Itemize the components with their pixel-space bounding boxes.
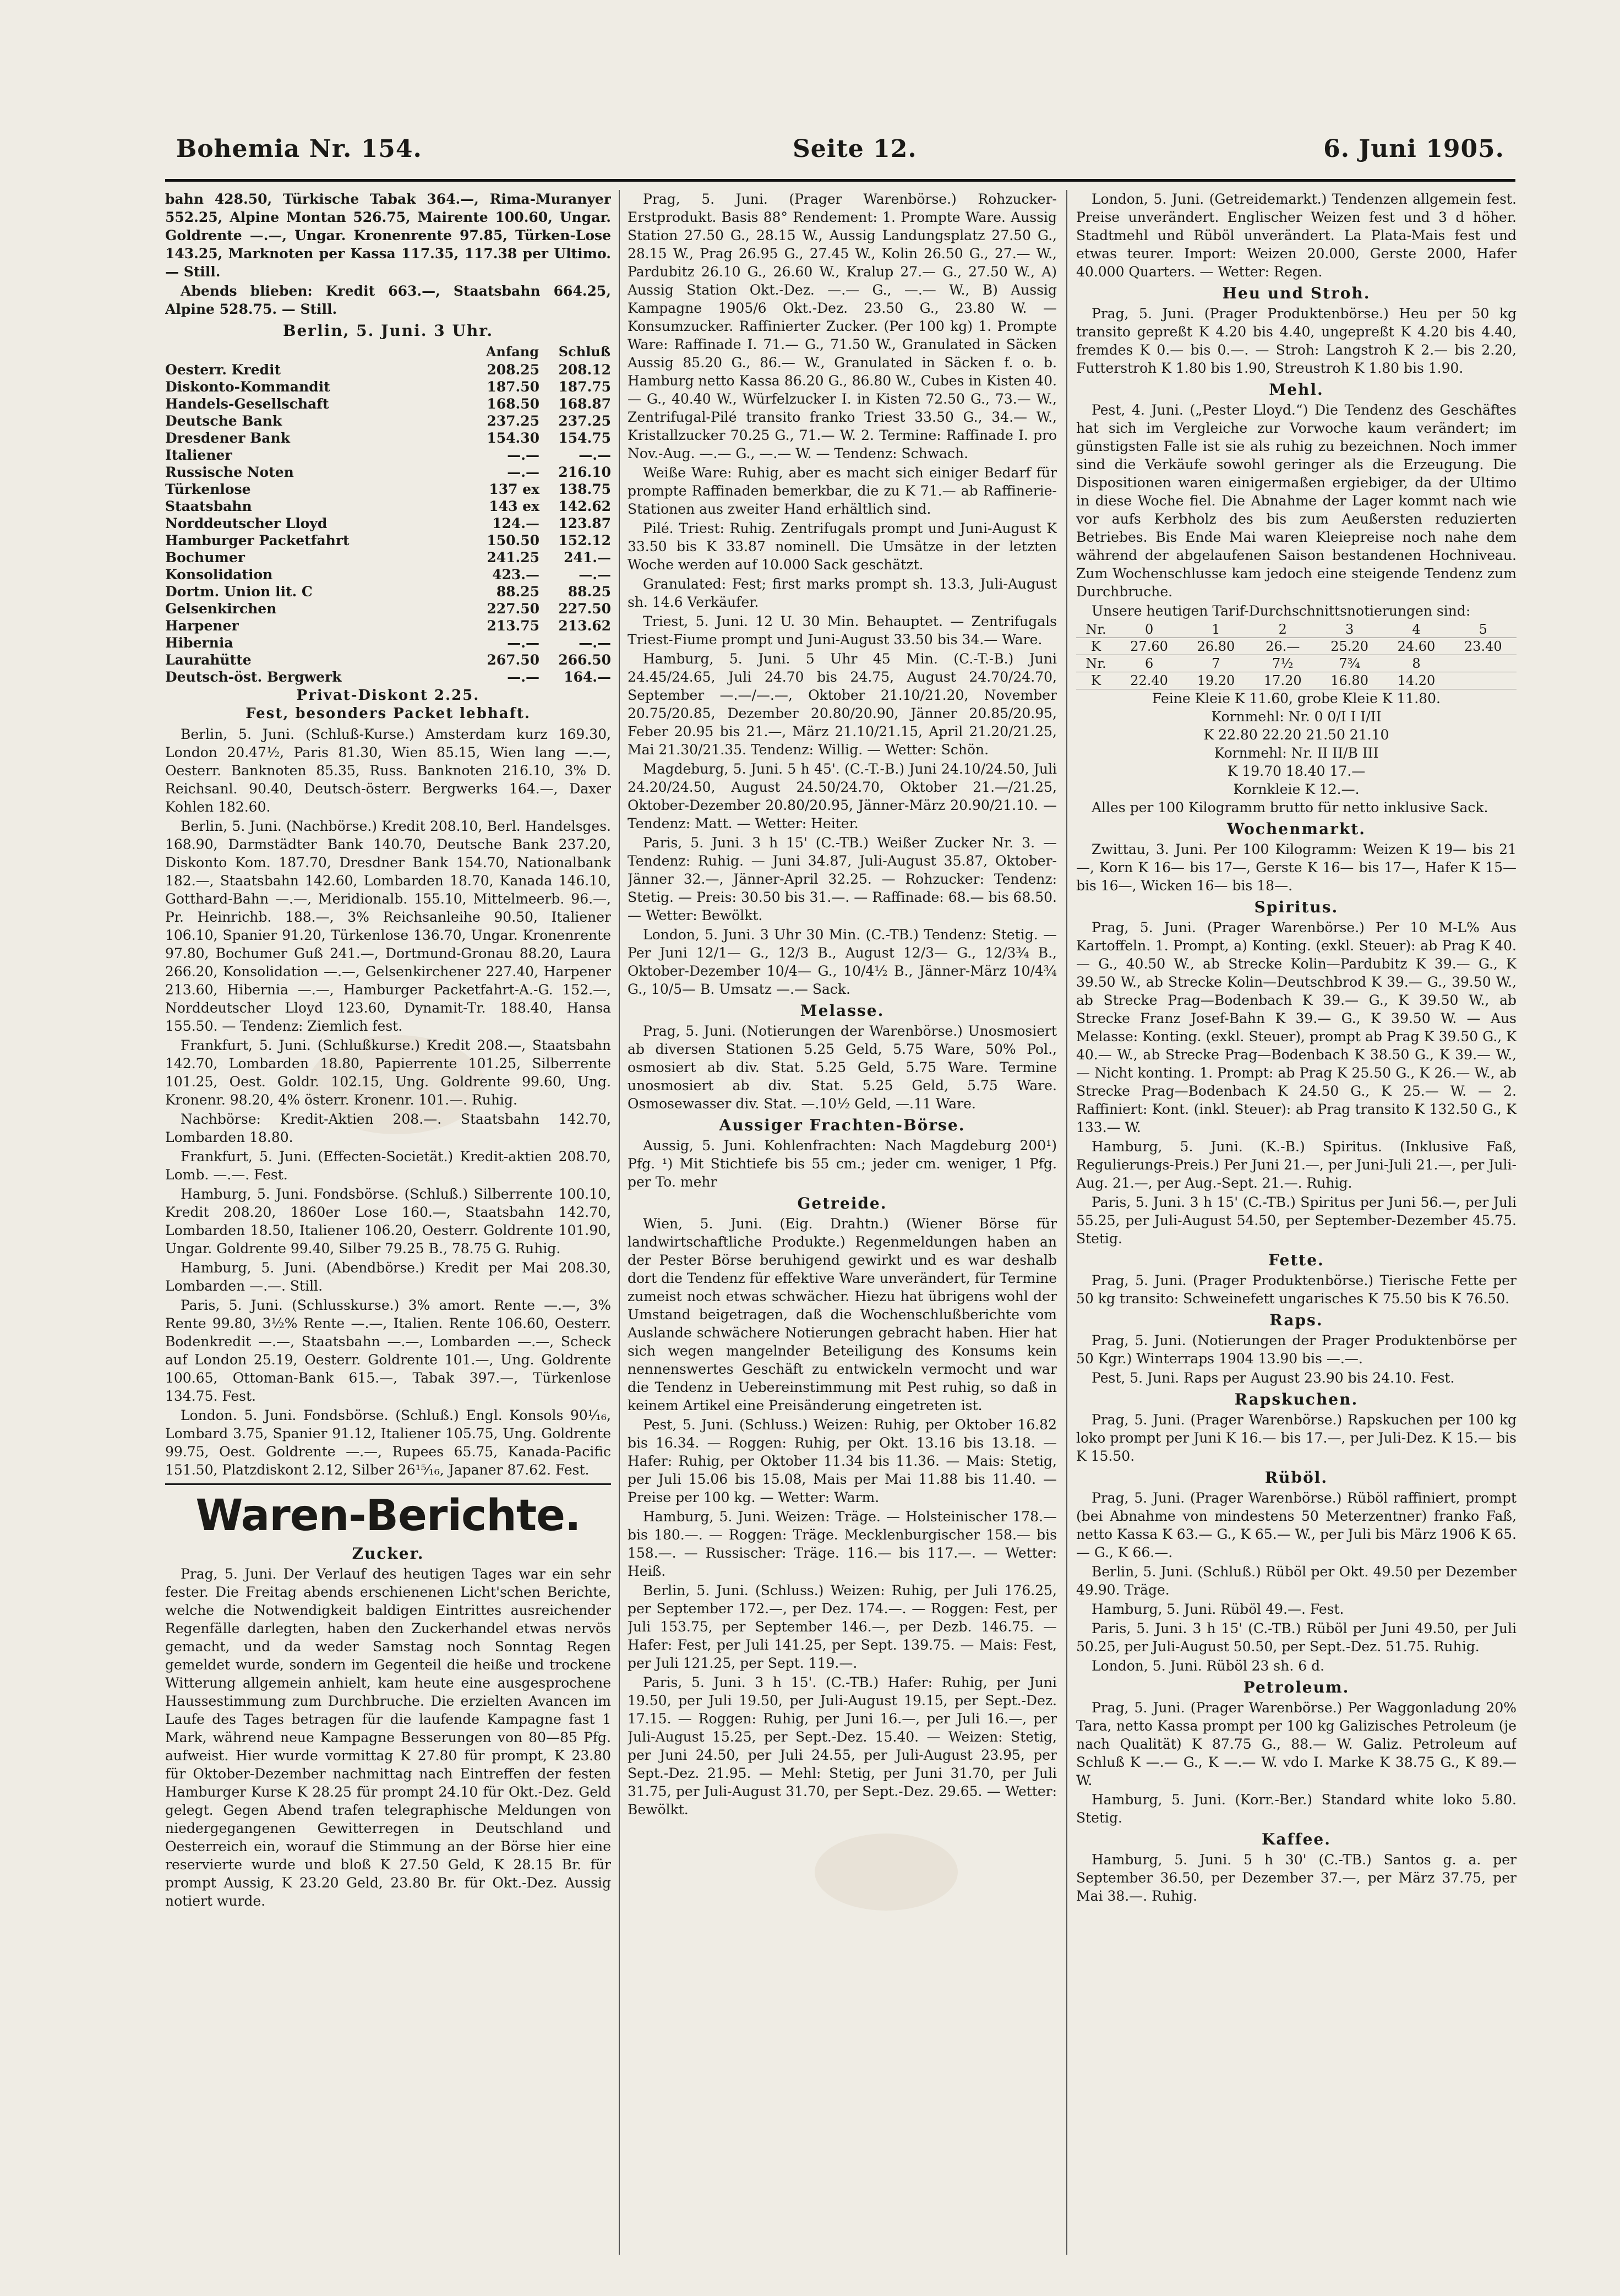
mehl-cell: 7¾	[1316, 655, 1383, 672]
report-paragraph: Hamburg, 5. Juni. (K.-B.) Spiritus. (Inklusive Faß, Regulierungs-Preis.) Per Juni 21.—, per Juni-Juli 21.—, per Juli-Aug. 21.—, per Aug.-Sept. 21.—. Ruhig.	[1076, 1139, 1517, 1191]
mehl-cell: 27.60	[1116, 638, 1182, 655]
stock-row	[165, 464, 611, 481]
mehl-line: Kornmehl: Nr. II II/B III	[1214, 745, 1379, 761]
stock-price: 152.12	[558, 532, 611, 548]
stock-price: 88.25	[568, 584, 611, 600]
report-paragraph: Berlin, 5. Juni. (Nachbörse.) Kredit 208.10, Berl. Handelsges. 168.90, Darmstädter Bank 140.70, Deutsche Bank 237.20, Diskonto Kom. 187.70, Dresdner Bank 154.70, Nationalbank 182.—, Staatsbahn 142.60, Lombarden 18.70, Kanada 146.10, Gotthard-Bahn —.—, Meridionalb. 155.10, Mittelmeerb. 96.—, Pr. Heinrichb. 188.—, 3% Reichsanleihe 90.50, Italiener 106.10, Spanier 91.20, Türkenlose 136.70, Ungar. Kronenrente 97.80, Bochumer Guß 241.—, Dortmund-Gronau 88.20, Laura 266.20, Konsolidation —.—, Gelsenkirchener 227.40, Harpener 213.60, Hibernia —.—, Hamburger Packetfahrt-A.-G. 152.—, Norddeutscher Lloyd 123.60, Dynamit-Tr. 188.40, Hansa 155.50. — Tendenz: Ziemlich fest.	[165, 818, 611, 1034]
stock-price: 124.—	[492, 515, 539, 531]
report-paragraph: Prag, 5. Juni. (Prager Warenbörse.) Rohzucker-Erstprodukt. Basis 88° Rendement: 1. Prompte Ware. Aussig Station 27.50 G., 28.15 W., Aussig Landungsplatz 27.50 G., 28.15 W., Prag 26.95 G., 27.45 W., Kolin 26.50 G., 27.— W., Pardubitz 26.10 G., 26.60 W., Kralup 27.— G., 27.50 W., A) Aussig Station Okt.-Dez. —.— G., —.— W., B) Aussig Kampagne 1905/6 Okt.-Dez. 23.50 G., 23.80 W. — Konsumzucker. Raffinierter Zucker. (Per 100 kg) 1. Prompte Ware: Raffinade I. 71.— G., 71.50 W., Granulated in Säcken Aussig 85.20 G., 86.— W., Granulated in Säcken f. o. b. Hamburg netto Kassa 86.20 G., 86.80 W., Cubes in Kisten 40.— G., 40.40 W., Würfelzucker I. in Kisten 72.50 G., 73.— W., Zentrifugal-Pilé transito franko Triest 33.50 G., 34.— W., Kristallzucker 70.25 G., 71.— W. 2. Termine: Raffinade I. pro Nov.-Aug. —.— G., —.— W. — Tendenz: Schwach.	[628, 191, 1057, 461]
mehl-cell: K	[1076, 672, 1116, 689]
stock-name: Dortm. Union lit. C	[165, 584, 313, 600]
mehl-cell: 16.80	[1316, 672, 1383, 689]
fette-report: Prag, 5. Juni. (Prager Produktenbörse.) Tierische Fette per 50 kg transito: Schweinefett ungarisches K 75.50 bis K 76.50.	[1076, 1272, 1517, 1307]
report-paragraph: Pest, 5. Juni. Raps per August 23.90 bis 24.10. Fest.	[1092, 1370, 1455, 1386]
report-paragraph: Wien, 5. Juni. (Eig. Drahtn.) (Wiener Börse für landwirtschaftliche Produkte.) Regenmeldungen haben an der Pester Börse beruhigend gewirkt und es war deshalb dort die Tendenz für effektive Ware unverändert, für Termine zumeist noch etwas schwächer. Hiezu hat übrigens wohl der Umstand beigetragen, daß die Wochenschlußberichte vom Auslande schwächere Notierungen gebracht haben. Hier hat sich wegen mangelnder Beteiligung des Konsums kein nennenswertes Geschäft zu entwickeln vermocht und war die Tendenz in Uebereinstimmung mit Pest ruhig, so daß in keinem Artikel eine Preisänderung eingetreten ist.	[628, 1216, 1057, 1413]
stock-name: Hamburger Packetfahrt	[165, 532, 350, 548]
report-paragraph: Pest, 5. Juni. (Schluss.) Weizen: Ruhig, per Oktober 16.82 bis 16.34. — Roggen: Ruhig, per Okt. 13.16 bis 13.18. — Hafer: Ruhig, per Oktober 11.34 bis 11.36. — Mais: Stetig, per Juli 15.06 bis 15.08, Mais per Mai 11.88 bis 11.40. — Preise per 100 kg. — Wetter: Warm.	[628, 1417, 1057, 1505]
column-3	[1076, 190, 1517, 2255]
rueboel-reports	[1076, 1489, 1517, 1675]
report-paragraph: Weiße Ware: Ruhig, aber es macht sich einiger Bedarf für prompte Raffinaden bemerkbar, die zu K 71.— ab Raffinerie-Stationen aus zweiter Hand erhältlich sind.	[628, 465, 1057, 517]
mehl-cell: Nr.	[1076, 621, 1116, 638]
mehl-row	[1076, 672, 1517, 689]
stock-row	[165, 361, 611, 378]
stock-price: 168.50	[487, 396, 539, 412]
report-paragraph: Hamburg, 5. Juni. Weizen: Träge. — Holsteinischer 178.— bis 180.—. — Roggen: Träge. Mecklenburgischer 158.— bis 158.—. — Russischer: Träge. 116.— bis 117.—. — Wetter: Heiß.	[628, 1509, 1057, 1579]
mehl-cell: 5	[1450, 621, 1517, 638]
frachten-heading: Aussiger Frachten-Börse.	[719, 1116, 966, 1134]
stock-row	[165, 566, 611, 583]
stock-price: —.—	[579, 567, 611, 583]
stock-price: 241.—	[564, 549, 611, 565]
report-paragraph: Prag, 5. Juni. (Prager Warenbörse.) Rüböl raffiniert, prompt (bei Abnahme von mindestens 50 Meterzentner) franko Faß, netto Kassa K 63.— G., K 65.— W., per Juli bis März 1906 K 65.— G., K 66.—.	[1076, 1490, 1517, 1560]
getreide-heading: Getreide.	[797, 1194, 887, 1212]
report-paragraph: Paris, 5. Juni. (Schlusskurse.) 3% amort. Rente —.—, 3% Rente 99.80, 3½% Rente —.—, Italien. Rente 106.60, Oesterr. Bodenkredit —.—, Staatsbahn —.—, Lombarden —.—, Scheck auf London 25.19, Oesterr. Goldrente 101.—, Ung. Goldrente 100.65, Ottoman-Bank 615.—, Tabak 397.—, Türkenlose 134.75. Fest.	[165, 1297, 611, 1404]
mehl-cell: 22.40	[1116, 672, 1182, 689]
rapskuchen-report: Prag, 5. Juni. (Prager Warenbörse.) Rapskuchen per 100 kg loko prompt per Juni K 16.— bis 17.—, per Juli-Dez. K 15.— bis K 15.50.	[1076, 1412, 1517, 1464]
stock-row	[165, 395, 611, 412]
column-header: Schluß	[558, 344, 610, 360]
mehl-cell: 14.20	[1383, 672, 1449, 689]
mehl-row	[1076, 655, 1517, 672]
rueboel-heading: Rüböl.	[1264, 1468, 1328, 1487]
stock-name: Deutsche Bank	[165, 413, 282, 429]
report-paragraph: London. 5. Juni. Fondsbörse. (Schluß.) Engl. Konsols 90⅟₁₆, Lombard 3.75, Spanier 91.12, Italiener 105.75, Ung. Goldrente 99.75, Oest. Goldrente —.—, Rupees 65.75, Kanada-Pacific 151.50, Platzdiskont 2.12, Silber 26¹⁵⁄₁₆, Japaner 87.62. Fest.	[165, 1407, 611, 1478]
mehl-line: K 19.70 18.40 17.—	[1227, 763, 1366, 779]
stock-price: 423.—	[492, 567, 539, 583]
mehl-heading: Mehl.	[1269, 380, 1324, 399]
zucker-reports	[628, 190, 1057, 998]
stock-price: 213.62	[558, 618, 611, 634]
page-number: Seite 12.	[793, 135, 917, 163]
header-rule	[165, 179, 1515, 182]
mehl-line: Feine Kleie K 11.60, grobe Kleie K 11.80.	[1152, 690, 1441, 706]
stock-price: 168.87	[558, 396, 611, 412]
stock-name: Deutsch-öst. Bergwerk	[165, 669, 342, 685]
report-paragraph: London, 5. Juni. Rüböl 23 sh. 6 d.	[1092, 1658, 1325, 1674]
mehl-cell: 19.20	[1182, 672, 1249, 689]
stock-price: 187.50	[487, 379, 539, 395]
report-paragraph: Hamburg, 5. Juni. (Korr.-Ber.) Standard white loko 5.80. Stetig.	[1076, 1792, 1517, 1826]
mehl-cell	[1450, 672, 1517, 689]
mehl-cell: 4	[1383, 621, 1449, 638]
masthead-issue: Bohemia Nr. 154.	[176, 135, 422, 163]
stock-name: Norddeutscher Lloyd	[165, 515, 328, 531]
stock-price: 237.25	[558, 413, 611, 429]
report-paragraph: Hamburg, 5. Juni. Rüböl 49.—. Fest.	[1092, 1601, 1344, 1617]
report-paragraph: Granulated: Fest; first marks prompt sh. 13.3, Juli-August sh. 14.6 Verkäufer.	[628, 576, 1057, 610]
stock-name: Russische Noten	[165, 464, 294, 480]
stock-price: 137 ex	[489, 481, 539, 497]
stock-price: 150.50	[487, 532, 539, 548]
stock-row	[165, 515, 611, 532]
stock-price: 227.50	[487, 601, 539, 617]
stock-price: 216.10	[558, 464, 611, 480]
melasse-report: Prag, 5. Juni. (Notierungen der Warenbörse.) Unosmosiert ab diversen Stationen 5.25 Geld, 5.75 Ware, 50% Pol., osmosiert ab div. Stat. 5.25 Geld, 5.75 Ware. Termine unosmosiert ab div. Stat. 5.25 Geld, 5.75 Ware. Osmosewasser div. Stat. —.10½ Geld, —.11 Ware.	[628, 1023, 1057, 1112]
mehl-lines	[1076, 689, 1517, 817]
waren-berichte-title: Waren-Berichte.	[195, 1491, 581, 1541]
mehl-cell: K	[1076, 638, 1116, 655]
wochenmarkt-heading: Wochenmarkt.	[1226, 820, 1366, 838]
stock-price: 154.30	[487, 430, 539, 446]
stock-row	[165, 498, 611, 515]
stock-price: 164.—	[564, 669, 611, 685]
stock-price: —.—	[507, 447, 539, 463]
stock-row	[165, 412, 611, 429]
mehl-cell: 17.20	[1250, 672, 1316, 689]
stock-price: 143 ex	[489, 498, 539, 514]
column-divider	[1066, 190, 1067, 2255]
stock-price: 208.25	[487, 362, 539, 378]
report-paragraph: Prag, 5. Juni. (Prager Warenbörse.) Per 10 M-L% Aus Kartoffeln. 1. Prompt, a) Konting. (exkl. Steuer): ab Prag K 40.— G., 40.50 W., ab Strecke Kolin—Pardubitz K 39.— G., K 39.50 W., ab Strecke Kolin—Deutschbrod K 39.— G., 39.50 W., ab Strecke Prag—Bodenbach K 39.— G., K 39.50 W., ab Strecke Franz Josef-Bahn K 39.— G., K 39.50 W. — Aus Melasse: Konting. (exkl. Steuer), prompt ab Prag K 39.50 G., K 40.— W., ab Strecke Prag—Bodenbach K 38.50 G., K 39.— W., — Nicht konting. 1. Prompt: ab Prag K 25.50 G., K 26.— W., ab Strecke Prag—Bodenbach K 24.50 G., K 25.— W. — 2. Raffiniert: Kont. (inkl. Steuer): ab Prag transito K 132.50 G., K 133.— W.	[1076, 920, 1517, 1135]
kaffee-heading: Kaffee.	[1262, 1830, 1331, 1848]
spiritus-reports	[1076, 918, 1517, 1248]
heu-report: Prag, 5. Juni. (Prager Produktenbörse.) Heu per 50 kg transito gepreßt K 4.20 bis 4.40, ungepreßt K 4.20 bis 4.40, fremdes K 0.— bis 0.—. — Stroh: Langstroh K 2.— bis 2.20, Futterstroh K 1.80 bis 1.90, Streustroh K 1.80 bis 1.90.	[1076, 306, 1517, 376]
raps-reports	[1076, 1331, 1517, 1387]
mehl-row	[1076, 621, 1517, 638]
kaffee-report: Hamburg, 5. Juni. 5 h 30' (C.-TB.) Santos g. a. per September 36.50, per Dezember 37.—, per März 37.75, per Mai 38.—. Ruhig.	[1076, 1852, 1517, 1904]
section-rule	[165, 1483, 611, 1485]
zucker-heading: Zucker.	[352, 1544, 424, 1563]
stock-price: 241.25	[487, 549, 539, 565]
stock-table	[165, 342, 611, 685]
getreide-reports	[628, 1215, 1057, 1819]
stock-name: Türkenlose	[165, 481, 251, 497]
mehl-cell: 7½	[1250, 655, 1316, 672]
mehl-cell: 25.20	[1316, 638, 1383, 655]
stock-name: Diskonto-Kommandit	[165, 379, 330, 395]
column-2	[628, 190, 1057, 2255]
mehl-row	[1076, 638, 1517, 655]
report-paragraph: Frankfurt, 5. Juni. (Effecten-Societät.) Kredit-aktien 208.70, Lomb. —.—. Fest.	[165, 1149, 611, 1183]
stock-price: 88.25	[496, 584, 539, 600]
stock-table-header	[165, 342, 611, 361]
stock-name: Hibernia	[165, 635, 233, 651]
stock-row	[165, 378, 611, 395]
stock-price: —.—	[507, 635, 539, 651]
report-paragraph: Hamburg, 5. Juni. Fondsbörse. (Schluß.) Silberrente 100.10, Kredit 208.20, 1860er Lose 160.—, Staatsbahn 142.70, Lombarden 18.50, Italiener 106.20, Oesterr. Goldrente 101.90, Ungar. Goldrente 99.40, Silber 79.25 B., 78.75 G. Ruhig.	[165, 1186, 611, 1256]
stock-price: —.—	[579, 447, 611, 463]
stock-row	[165, 447, 611, 464]
zucker-report: Prag, 5. Juni. Der Verlauf des heutigen Tages war ein sehr fester. Die Freitag abends erschienenen Licht'schen Berichte, welche die Notwendigkeit baldigen Eintrittes ausreichender Regenfälle darlegten, haben den Zuckerhandel etwas nervös gemacht, und da weder Samstag noch Sonntag Regen gemeldet wurde, sondern im Gegenteil die heiße und trockene Witterung allgemein anhielt, kam heute eine ausgesprochene Haussestimmung zum Durchbruche. Die erzielten Avancen im Laufe des Tages betragen für die laufende Kampagne fast 1 Mark, während neue Kampagne Besserungen von 80—85 Pfg. aufweist. Hier wurde vormittag K 27.80 für prompt, K 23.80 für Oktober-Dezember nachmittag nach Eintreffen der festen Hamburger Kurse K 28.25 für prompt 24.10 für Okt.-Dez. Geld gelegt. Gegen Abend trafen telegraphische Meldungen von niedergegangenen Gewitterregen in Deutschland und Oesterreich ein, worauf die Stimmung an der Börse hier eine reservierte wurde und bloß K 27.50 Geld, K 28.15 Br. für prompt Aussig, K 23.20 Geld, 23.80 Br. für Okt.-Dez. Aussig notiert wurde.	[165, 1566, 611, 1909]
mehl-cell: 24.60	[1383, 638, 1449, 655]
stock-row	[165, 668, 611, 685]
exchange-reports	[165, 725, 611, 1479]
report-paragraph: Magdeburg, 5. Juni. 5 h 45'. (C.-T.-B.) Juni 24.10/24.50, Juli 24.20/24.50, August 24.50/24.70, Oktober 21.—/21.25, Oktober-Dezember 20.80/20.95, Jänner-März 20.90/21.10. — Tendenz: Matt. — Wetter: Heiter.	[628, 761, 1057, 831]
mehl-cell: 8	[1383, 655, 1449, 672]
mehl-cell: 3	[1316, 621, 1383, 638]
stock-price: 208.12	[558, 362, 611, 378]
stock-row	[165, 532, 611, 549]
stock-name: Laurahütte	[165, 652, 252, 668]
stock-row	[165, 549, 611, 566]
report-paragraph: Hamburg, 5. Juni. 5 Uhr 45 Min. (C.-T.-B.) Juni 24.45/24.65, Juli 24.70 bis 24.75, August 24.70/24.70, September —.—/—.—, Oktober 21.10/21.20, November 20.75/20.85, Dezember 20.80/20.90, Jänner 20.85/20.95, Feber 20.95 bis 21.—, März 21.10/21.15, April 21.20/21.25, Mai 21.30/21.35. Tendenz: Willig. — Wetter: Schön.	[628, 651, 1057, 758]
column-1	[165, 190, 611, 2255]
stock-row	[165, 481, 611, 498]
report-paragraph: Berlin, 5. Juni. (Schluß-Kurse.) Amsterdam kurz 169.30, London 20.47½, Paris 81.30, Wien 85.15, Wien lang —.—, Oesterr. Banknoten 85.35, Russ. Banknoten 216.10, 3% D. Reichsanl. 90.40, Deutsch-österr. Bergwerks 164.—, Daxer Kohlen 182.60.	[165, 726, 611, 815]
stock-price: 267.50	[487, 652, 539, 668]
stock-price: 213.75	[487, 618, 539, 634]
mehl-line: K 22.80 22.20 21.50 21.10	[1203, 727, 1389, 743]
report-paragraph: Paris, 5. Juni. 3 h 15' (C.-TB.) Spiritus per Juni 56.—, per Juli 55.25, per Juli-August 54.50, per September-Dezember 45.75. Stetig.	[1076, 1194, 1517, 1247]
stock-price: 227.50	[558, 601, 611, 617]
mehl-cell: 1	[1182, 621, 1249, 638]
stock-name: Handels-Gesellschaft	[165, 396, 329, 412]
mehl-line: Alles per 100 Kilogramm brutto für netto inklusive Sack.	[1092, 799, 1488, 815]
mehl-cell	[1450, 655, 1517, 672]
stock-name: Staatsbahn	[165, 498, 252, 514]
issue-date: 6. Juni 1905.	[1323, 135, 1504, 163]
mehl-cell: 0	[1116, 621, 1182, 638]
mehl-cell: 23.40	[1450, 638, 1517, 655]
mehl-cell: 26.80	[1182, 638, 1249, 655]
berlin-heading: Berlin, 5. Juni. 3 Uhr.	[282, 322, 494, 340]
report-paragraph: Berlin, 5. Juni. (Schluß.) Rüböl per Okt. 49.50 per Dezember 49.90. Träge.	[1076, 1564, 1517, 1598]
report-paragraph: Prag, 5. Juni. (Notierungen der Prager Produktenbörse per 50 Kgr.) Winterraps 1904 13.90 bis —.—.	[1076, 1332, 1517, 1367]
report-paragraph: Hamburg, 5. Juni. (Abendbörse.) Kredit per Mai 208.30, Lombarden —.—. Still.	[165, 1260, 611, 1294]
stock-price: 187.75	[558, 379, 611, 395]
report-paragraph: Triest, 5. Juni. 12 U. 30 Min. Behauptet. — Zentrifugals Triest-Fiume prompt und Juni-August 33.50 bis 34.— Ware.	[628, 613, 1057, 648]
stock-name: Harpener	[165, 618, 239, 634]
mehl-intro: Unsere heutigen Tarif-Durchschnittsnotierungen sind:	[1092, 603, 1471, 619]
spiritus-heading: Spiritus.	[1254, 898, 1339, 916]
mehl-cell: 26.—	[1250, 638, 1316, 655]
column-divider	[619, 190, 620, 2255]
mehl-report: Pest, 4. Juni. („Pester Lloyd.“) Die Tendenz des Geschäftes hat sich im Vergleiche zur Vorwoche kaum verändert; im günstigsten Falle ist sie als ruhig zu bezeichnen. Noch immer sind die Verkäufe sowohl geringer als die Erzeugung. Die Dispositionen waren einigermaßen ergiebiger, da der Ultimo in diese Woche fiel. Die Abnahme der Lager kommt nach wie vor aufs Kerbholz des bis zum Aeußersten reduzierten Betriebes. Bis Ende Mai waren Kleiepreise noch nahe dem während der abgelaufenen Saison bestandenen Hochniveau. Zum Wochenschlusse kam jedoch eine steigende Tendenz zum Durchbruche.	[1076, 402, 1517, 600]
mehl-cell: Nr.	[1076, 655, 1116, 672]
heu-heading: Heu und Stroh.	[1222, 284, 1371, 302]
stock-row	[165, 651, 611, 668]
stock-price: 154.75	[558, 430, 611, 446]
market-tendency: Fest, besonders Packet lebhaft.	[246, 705, 531, 722]
report-paragraph: Berlin, 5. Juni. (Schluss.) Weizen: Ruhig, per Juli 176.25, per September 172.—, per Dez. 174.—. — Roggen: Fest, per Juli 153.75, per September 146.—, per Dezb. 146.75. — Hafer: Fest, per Juli 141.25, per Sept. 139.75. — Mais: Fest, per Juli 121.25, per Sept. 119.—.	[628, 1582, 1057, 1671]
stock-name: Bochumer	[165, 549, 245, 565]
mehl-cell: 6	[1116, 655, 1182, 672]
report-paragraph: Paris, 5. Juni. 3 h 15' (C.-TB.) Rüböl per Juni 49.50, per Juli 50.25, per Juli-August 50.50, per Sept.-Dez. 51.75. Ruhig.	[1076, 1620, 1517, 1655]
mehl-price-table	[1076, 621, 1517, 689]
report-paragraph: Paris, 5. Juni. 3 h 15'. (C.-TB.) Hafer: Ruhig, per Juni 19.50, per Juli 19.50, per Juli-August 19.15, per Sept.-Dez. 17.15. — Roggen: Ruhig, per Juni 16.—, per Juli 16.—, per Juli-August 15.25, per Sept.-Dez. 15.40. — Weizen: Stetig, per Juni 24.50, per Juli 24.55, per Juli-August 23.95, per Sept.-Dez. 21.95. — Mehl: Stetig, per Juni 31.70, per Juli 31.75, per Juli-August 31.70, per Sept.-Dez. 29.65. — Wetter: Bewölkt.	[628, 1674, 1057, 1818]
fette-heading: Fette.	[1268, 1251, 1324, 1269]
melasse-heading: Melasse.	[800, 1002, 885, 1020]
stock-row	[165, 583, 611, 600]
stock-name: Oesterr. Kredit	[165, 362, 281, 378]
stock-row	[165, 600, 611, 617]
stock-name: Konsolidation	[165, 567, 273, 583]
stock-price: —.—	[507, 669, 539, 685]
wochenmarkt-report: Zwittau, 3. Juni. Per 100 Kilogramm: Weizen K 19— bis 21—, Korn K 16— bis 17—, Gerste K 16— bis 17—, Hafer K 15— bis 16—, Wicken 16— bis 18—.	[1076, 841, 1517, 894]
intro-paragraph: Abends blieben: Kredit 663.—, Staatsbahn 664.25, Alpine 528.75. — Still.	[165, 283, 611, 317]
stock-price: 266.50	[558, 652, 611, 668]
frachten-report: Aussig, 5. Juni. Kohlenfrachten: Nach Magdeburg 200¹) Pfg. ¹) Mit Stichtiefe bis 55 cm.; jeder cm. weniger, 1 Pfg. per To. mehr	[628, 1138, 1057, 1190]
report-paragraph: London, 5. Juni. 3 Uhr 30 Min. (C.-TB.) Tendenz: Stetig. — Per Juni 12/1— G., 12/3 B., August 12/3— G., 12/3¾ B., Oktober-Dezember 10/4— G., 10/4½ B., Jänner-März 10/4¾ G., 10/5— B. Umsatz —.— Sack.	[628, 927, 1057, 997]
london-grain-report: London, 5. Juni. (Getreidemarkt.) Tendenzen allgemein fest. Preise unverändert. Englischer Weizen fest und 3 d höher. Stadtmehl und Rüböl unverändert. La Plata-Mais fest und etwas teurer. Import: Weizen 20.000, Gerste 2000, Hafer 40.000 Quarters. — Wetter: Regen.	[1076, 191, 1517, 280]
stock-row	[165, 634, 611, 651]
mehl-cell: 2	[1250, 621, 1316, 638]
report-paragraph: Paris, 5. Juni. 3 h 15' (C.-TB.) Weißer Zucker Nr. 3. — Tendenz: Ruhig. — Juni 34.87, Juli-August 35.87, Oktober-Jänner 32.—, Jänner-April 32.25. — Rohzucker: Tendenz: Stetig. — Preis: 30.50 bis 31.—. — Raffinade: 68.— bis 68.50. — Wetter: Bewölkt.	[628, 835, 1057, 923]
stock-price: —.—	[507, 464, 539, 480]
page-header	[176, 135, 1504, 173]
petroleum-heading: Petroleum.	[1243, 1678, 1350, 1696]
stock-price: 237.25	[487, 413, 539, 429]
column-header: Anfang	[486, 344, 539, 360]
stock-price: 142.62	[558, 498, 611, 514]
privat-diskont: Privat-Diskont 2.25.	[296, 687, 480, 704]
report-paragraph: Nachbörse: Kredit-Aktien 208.—. Staatsbahn 142.70, Lombarden 18.80.	[165, 1111, 611, 1145]
stock-price: —.—	[579, 635, 611, 651]
stock-price: 123.87	[558, 515, 611, 531]
report-paragraph: Pilé. Triest: Ruhig. Zentrifugals prompt und Juni-August K 33.50 bis K 33.87 nominell. Die Umsätze in der letzten Woche werden auf 10.000 Sack geschätzt.	[628, 520, 1057, 573]
raps-heading: Raps.	[1269, 1311, 1323, 1329]
report-paragraph: Prag, 5. Juni. (Prager Warenbörse.) Per Waggonladung 20% Tara, netto Kassa prompt per 100 kg Galizisches Petroleum (je nach Qualität) K 87.75 G., 88.— W. Galiz. Petroleum auf Schluß K —.— G., K —.— W. vdo I. Marke K 38.75 G., K 89.— W.	[1076, 1700, 1517, 1788]
stock-row	[165, 429, 611, 447]
mehl-line: Kornmehl: Nr. 0 0/I I I/II	[1211, 709, 1382, 725]
mehl-line: Kornkleie K 12.—.	[1233, 781, 1360, 797]
intro-paragraph: bahn 428.50, Türkische Tabak 364.—, Rima-Muranyer 552.25, Alpine Montan 526.75, Mairente 100.60, Ungar. Goldrente —.—, Ungar. Kronenrente 97.85, Türken-Lose 143.25, Marknoten per Kassa 117.35, 117.38 per Ultimo. — Still.	[165, 191, 611, 280]
stock-name: Gelsenkirchen	[165, 601, 277, 617]
stock-price: 138.75	[558, 481, 611, 497]
stock-row	[165, 617, 611, 634]
stock-name: Italiener	[165, 447, 232, 463]
stock-name: Dresdener Bank	[165, 430, 291, 446]
petroleum-reports	[1076, 1699, 1517, 1827]
mehl-cell: 7	[1182, 655, 1249, 672]
rapskuchen-heading: Rapskuchen.	[1234, 1390, 1359, 1408]
report-paragraph: Frankfurt, 5. Juni. (Schlußkurse.) Kredit 208.—, Staatsbahn 142.70, Lombarden 18.80, Papierrente 101.25, Silberrente 101.25, Oest. Goldr. 102.15, Ung. Goldrente 99.60, Ung. Kronenr. 98.20, 4% österr. Kronenr. 101.—. Ruhig.	[165, 1037, 611, 1108]
